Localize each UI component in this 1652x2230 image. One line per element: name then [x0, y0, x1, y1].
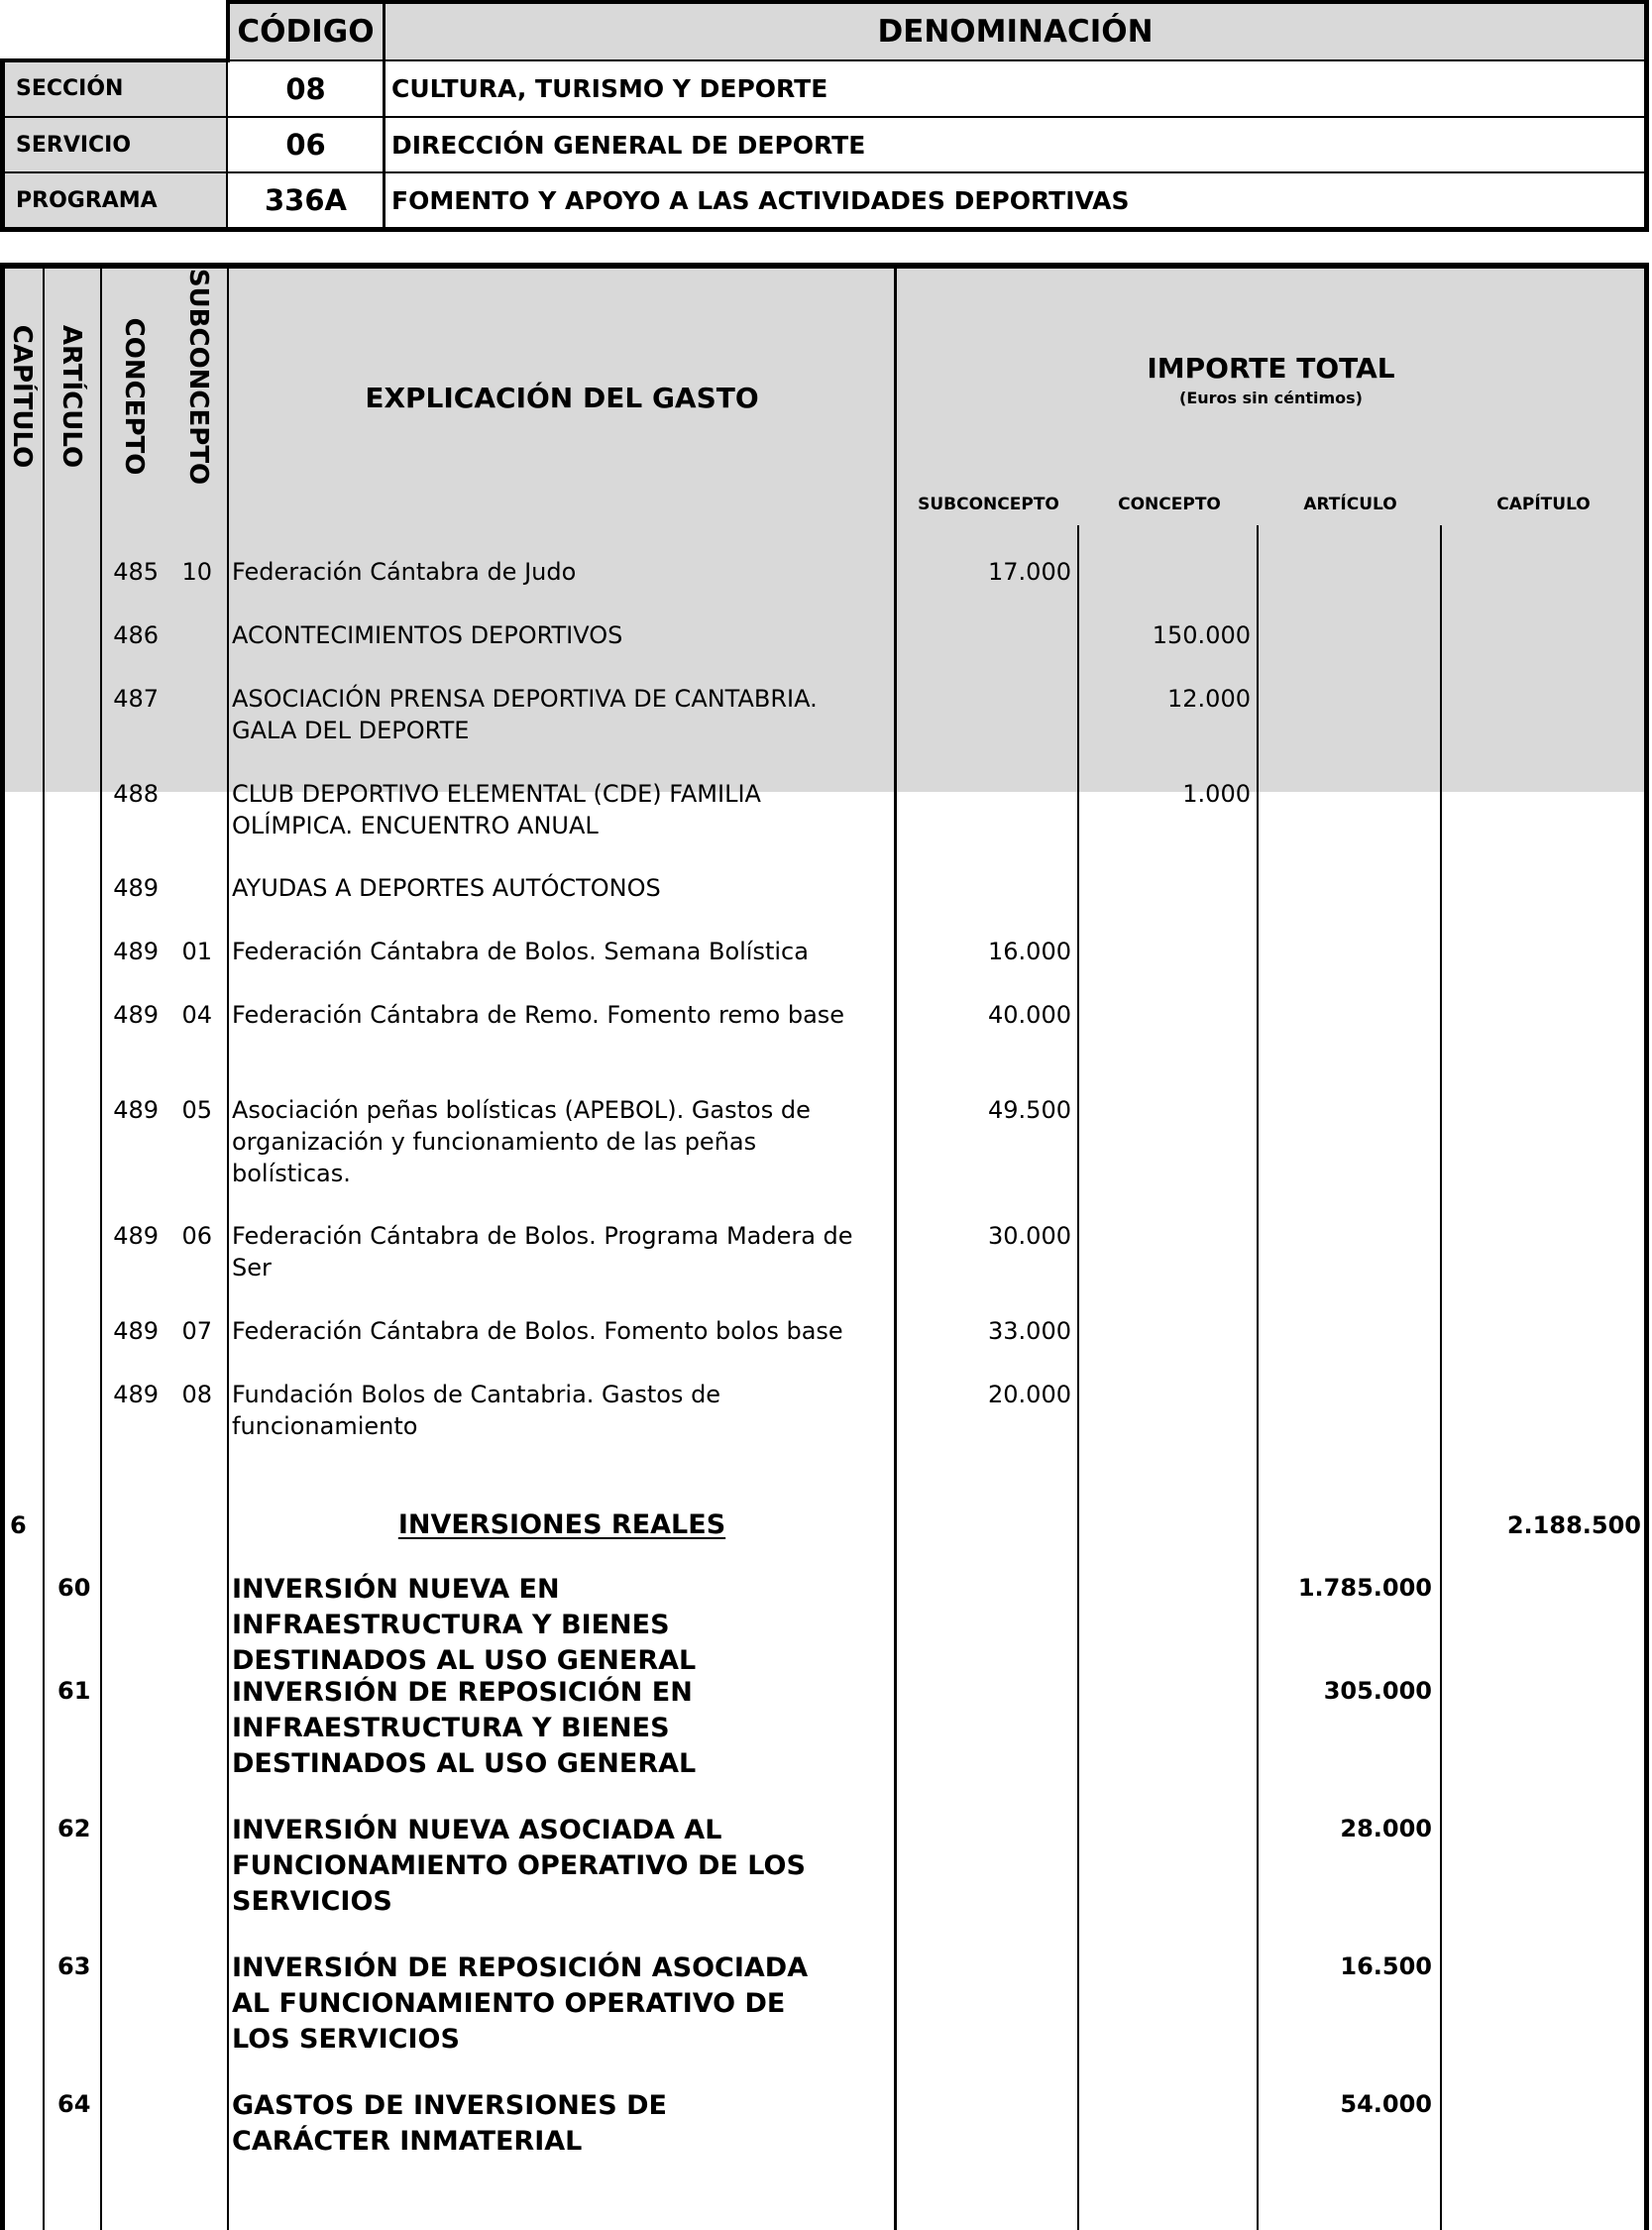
amount-articulo: 1.785.000 [1297, 1574, 1432, 1602]
expense-table [0, 263, 1652, 2230]
servicio-label: SERVICIO [4, 118, 227, 171]
subconcepto-code: 08 [181, 1381, 212, 1408]
article-description: INVERSIÓN NUEVA EN INFRAESTRUCTURA Y BIENES DESTINADOS AL USO GENERAL [232, 1574, 697, 1676]
amount-concepto: 1.000 [1182, 780, 1251, 808]
header-amount-articulo: ARTÍCULO [1303, 495, 1397, 514]
programa-label: PROGRAMA [4, 173, 227, 227]
amount-subconcepto: 49.500 [988, 1096, 1071, 1124]
concepto-code: 489 [113, 1317, 159, 1345]
articulo-code: 64 [57, 2090, 91, 2118]
articulo-code: 63 [57, 1952, 91, 1980]
servicio-name: DIRECCIÓN GENERAL DE DEPORTE [391, 130, 866, 160]
concepto-code: 489 [113, 938, 159, 965]
article-description: INVERSIÓN DE REPOSICIÓN ASOCIADA AL FUNCIONAMIENTO OPERATIVO DE LOS SERVICIOS [232, 1952, 809, 2055]
concepto-code: 489 [113, 1222, 159, 1250]
expense-description: AYUDAS A DEPORTES AUTÓCTONOS [232, 874, 661, 902]
articulo-code: 62 [57, 1815, 91, 1842]
concepto-code: 487 [113, 685, 159, 713]
concepto-code: 489 [113, 1381, 159, 1408]
concepto-code: 489 [113, 1096, 159, 1124]
article-description: INVERSIÓN NUEVA ASOCIADA AL FUNCIONAMIENTO OPERATIVO DE LOS SERVICIOS [232, 1815, 806, 1917]
concepto-code: 489 [113, 1001, 159, 1029]
seccion-name: CULTURA, TURISMO Y DEPORTE [391, 74, 828, 103]
denominacion-header: DENOMINACIÓN [385, 4, 1645, 59]
amount-concepto: 150.000 [1152, 621, 1251, 649]
amount-subconcepto: 40.000 [988, 1001, 1071, 1029]
codigo-header: CÓDIGO [228, 4, 384, 59]
amount-subconcepto: 20.000 [988, 1381, 1071, 1408]
amount-articulo: 16.500 [1340, 1952, 1432, 1980]
amount-subconcepto: 16.000 [988, 938, 1071, 965]
subconcepto-code: 04 [181, 1001, 212, 1029]
header-amount-subconcepto: SUBCONCEPTO [918, 495, 1059, 514]
header-concepto: CONCEPTO [119, 317, 149, 476]
header-capitulo: CAPÍTULO [7, 324, 37, 469]
header-articulo: ARTÍCULO [56, 324, 86, 469]
expense-description: Federación Cántabra de Judo [232, 558, 577, 586]
programa-code: 336A [265, 183, 347, 217]
amount-subconcepto: 30.000 [988, 1222, 1071, 1250]
servicio-code: 06 [285, 128, 326, 162]
concepto-code: 485 [113, 558, 159, 586]
expense-description: ASOCIACIÓN PRENSA DEPORTIVA DE CANTABRIA. GALA DEL DEPORTE [232, 685, 818, 744]
header-amount-concepto: CONCEPTO [1118, 495, 1221, 514]
expense-description: Federación Cántabra de Bolos. Programa Madera de Ser [232, 1222, 853, 1282]
header-importe-note: (Euros sin céntimos) [1179, 389, 1363, 407]
articulo-code: 61 [57, 1677, 91, 1705]
subconcepto-code: 10 [181, 558, 212, 586]
amount-concepto: 12.000 [1167, 685, 1251, 713]
amount-subconcepto: 17.000 [988, 558, 1071, 586]
subconcepto-code: 05 [181, 1096, 212, 1124]
article-description: GASTOS DE INVERSIONES DE CARÁCTER INMATERIAL [232, 2090, 667, 2157]
expense-description: CLUB DEPORTIVO ELEMENTAL (CDE) FAMILIA OLÍMPICA. ENCUENTRO ANUAL [232, 780, 761, 839]
header-amount-capitulo: CAPÍTULO [1496, 495, 1591, 514]
expense-description: Federación Cántabra de Bolos. Fomento bolos base [232, 1317, 843, 1345]
header-importe-total: IMPORTE TOTAL [1147, 352, 1395, 385]
amount-articulo: 28.000 [1340, 1815, 1432, 1842]
expense-description: Asociación peñas bolísticas (APEBOL). Gastos de organización y funcionamiento de las peñas bolísticas. [232, 1096, 811, 1187]
amount-capitulo: 2.188.500 [1506, 1511, 1641, 1539]
concepto-code: 488 [113, 780, 159, 808]
programa-name: FOMENTO Y APOYO A LAS ACTIVIDADES DEPORTIVAS [391, 185, 1130, 215]
amount-articulo: 54.000 [1340, 2090, 1432, 2118]
seccion-label: SECCIÓN [4, 61, 227, 116]
expense-description: Federación Cántabra de Remo. Fomento remo base [232, 1001, 845, 1029]
expense-description: Federación Cántabra de Bolos. Semana Bolística [232, 938, 809, 965]
header-explicacion: EXPLICACIÓN DEL GASTO [365, 382, 759, 414]
articulo-code: 60 [57, 1574, 91, 1602]
capitulo-code: 6 [10, 1511, 27, 1539]
amount-articulo: 305.000 [1323, 1677, 1432, 1705]
subconcepto-code: 06 [181, 1222, 212, 1250]
seccion-code: 08 [285, 71, 326, 106]
amount-subconcepto: 33.000 [988, 1317, 1071, 1345]
header-subconcepto: SUBCONCEPTO [183, 268, 213, 486]
identification-block [0, 0, 1652, 233]
expense-description: Fundación Bolos de Cantabria. Gastos de funcionamiento [232, 1381, 721, 1440]
article-description: INVERSIÓN DE REPOSICIÓN EN INFRAESTRUCTURA Y BIENES DESTINADOS AL USO GENERAL [232, 1677, 697, 1779]
concepto-code: 489 [113, 874, 159, 902]
expense-description: ACONTECIMIENTOS DEPORTIVOS [232, 621, 623, 649]
concepto-code: 486 [113, 621, 159, 649]
chapter-title: INVERSIONES REALES [397, 1509, 726, 1540]
subconcepto-code: 07 [181, 1317, 212, 1345]
subconcepto-code: 01 [181, 938, 212, 965]
